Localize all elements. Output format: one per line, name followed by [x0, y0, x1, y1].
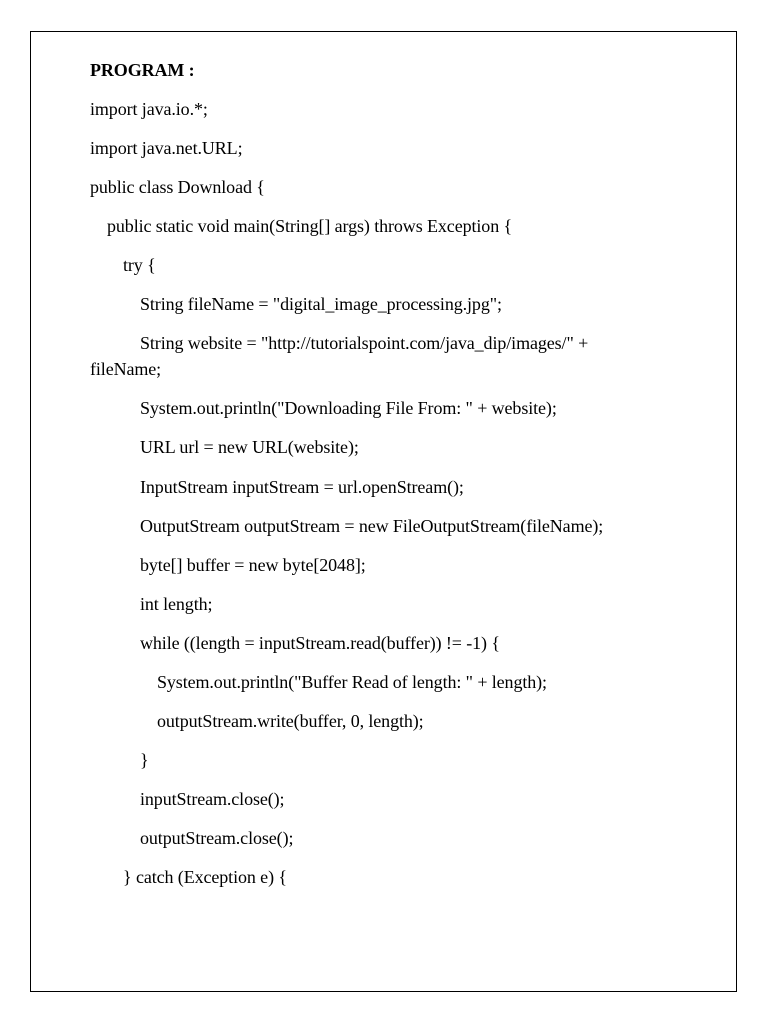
code-line: public class Download {	[90, 177, 265, 197]
code-line: import java.net.URL;	[90, 138, 243, 158]
code-line: String fileName = "digital_image_processing.jpg";	[140, 294, 502, 314]
program-heading: PROGRAM :	[90, 60, 195, 80]
code-line: outputStream.write(buffer, 0, length);	[157, 711, 424, 731]
code-line: try {	[123, 255, 156, 275]
code-line: byte[] buffer = new byte[2048];	[140, 555, 366, 575]
code-line-wrap: fileName;	[90, 359, 162, 379]
code-line: URL url = new URL(website);	[140, 437, 359, 457]
code-line: }	[140, 750, 149, 770]
code-line: import java.io.*;	[90, 99, 208, 119]
code-line: System.out.println("Downloading File From: " + website);	[140, 398, 557, 418]
code-line: } catch (Exception e) {	[123, 867, 287, 887]
code-line: InputStream inputStream = url.openStream();	[140, 477, 464, 497]
code-line: public static void main(String[] args) throws Exception {	[107, 216, 513, 236]
code-line: outputStream.close();	[140, 828, 294, 848]
code-line: System.out.println("Buffer Read of length: " + length);	[157, 672, 547, 692]
code-line: inputStream.close();	[140, 789, 285, 809]
code-line: while ((length = inputStream.read(buffer)) != -1) {	[140, 633, 500, 653]
code-line: OutputStream outputStream = new FileOutputStream(fileName);	[140, 516, 604, 536]
code-line: String website = "http://tutorialspoint.com/java_dip/images/" +	[140, 333, 589, 353]
code-line: int length;	[140, 594, 213, 614]
